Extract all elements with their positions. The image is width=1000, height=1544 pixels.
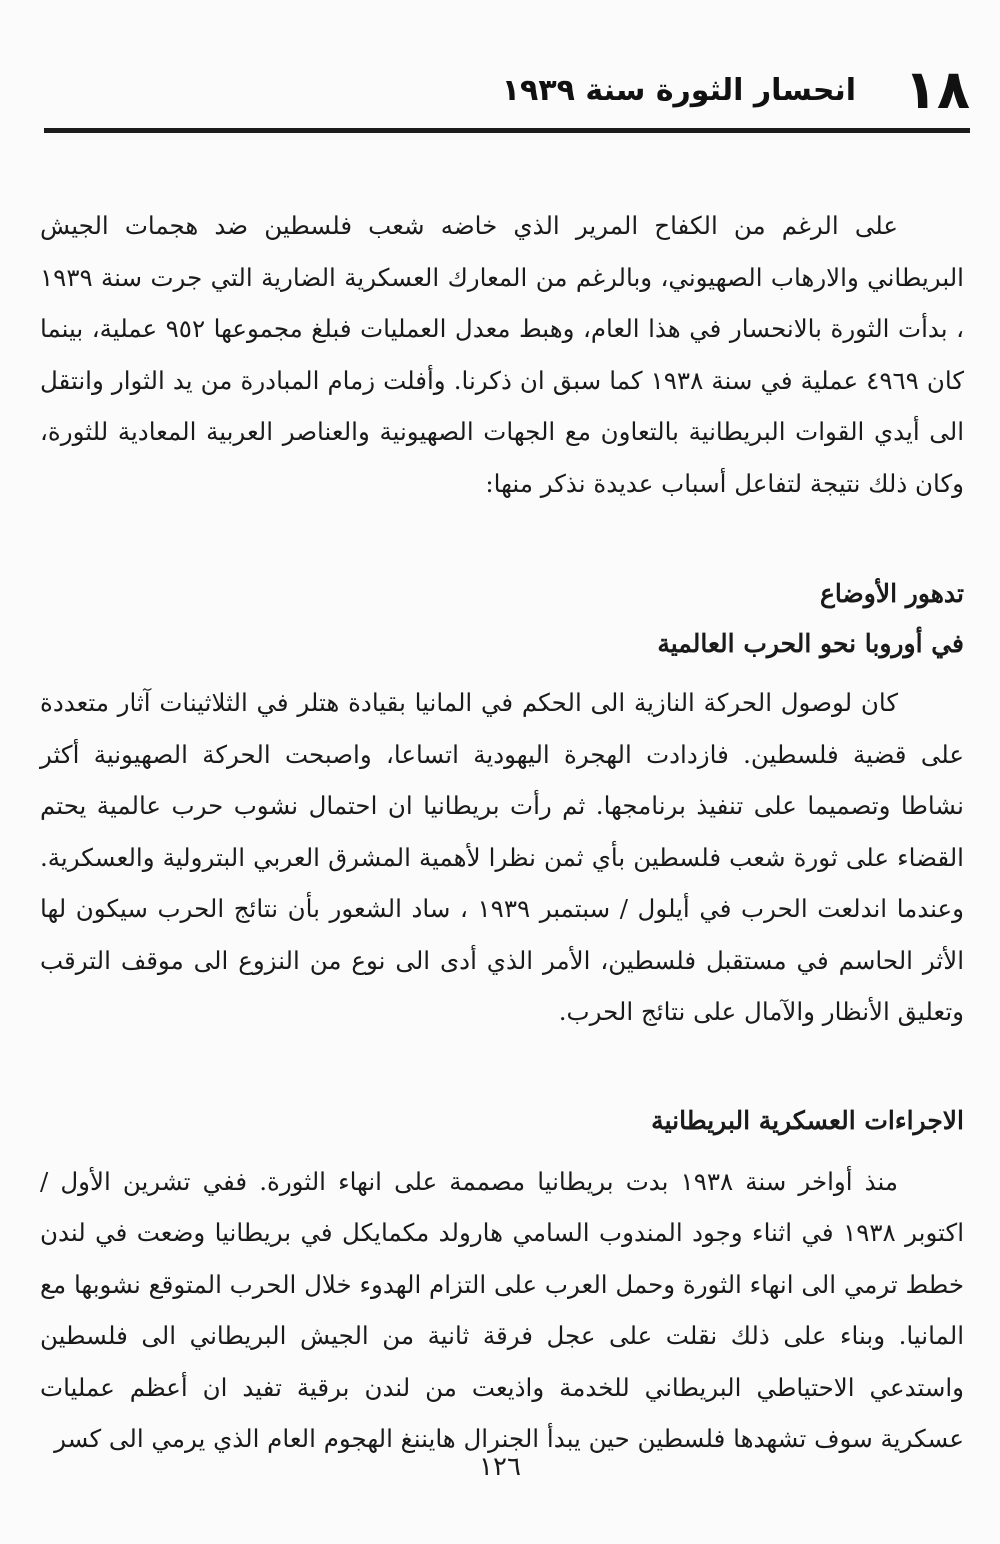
intro-paragraph: على الرغم من الكفاح المرير الذي خاضه شعب فلسطين ضد هجمات الجيش البريطاني والارهاب الصهيوني، وبالرغم من المعارك العسكرية الضارية التي جرت سنة ١٩٣٩ ، بدأت الثورة بالانحسار في هذا العام، وهبط معدل العمليات فبلغ مجموعها ٩٥٢ عملية، بينما كان ٤٩٦٩ عملية في سنة ١٩٣٨ كما سبق ان ذكرنا. وأفلت زمام المبادرة من يد الثوار وانتقل الى أيدي القوات البريطانية بالتعاون مع الجهات الصهيونية والعناصر العربية المعادية للثورة، وكان ذلك نتيجة لتفاعل أسباب عديدة نذكر منها: xyxy=(40,211,964,498)
section1-paragraph: كان لوصول الحركة النازية الى الحكم في المانيا بقيادة هتلر في الثلاثينات آثار متعددة على قضية فلسطين. فازدادت الهجرة اليهودية اتساعا، واصبحت الحركة الصهيونية أكثر نشاطا وتصميما على تنفيذ برنامجها. ثم رأت بريطانيا ان احتمال نشوب حرب عالمية يحتم القضاء على ثورة شعب فلسطين بأي ثمن نظرا لأهمية المشرق العربي البترولية والعسكرية. وعندما اندلعت الحرب في أيلول / سبتمبر ١٩٣٩ ، ساد الشعور بأن نتائج الحرب سيكون لها الأثر الحاسم في مستقبل فلسطين، الأمر الذي أدى الى نوع من النزوع الى موقف الترقب وتعليق الأنظار والآمال على نتائج الحرب. xyxy=(40,688,964,1026)
section1-heading-line2: في أوروبا نحو الحرب العالمية xyxy=(657,629,964,658)
chapter-header xyxy=(36,55,970,125)
section1-heading-line1: تدهور الأوضاع xyxy=(820,579,964,608)
section2-heading: الاجراءات العسكرية البريطانية xyxy=(651,1105,964,1135)
header-rule xyxy=(44,128,970,133)
page-body xyxy=(40,200,964,1465)
chapter-number: ١٨ xyxy=(904,58,970,121)
page-number: ١٢٦ xyxy=(479,1452,521,1482)
section2-paragraph: منذ أواخر سنة ١٩٣٨ بدت بريطانيا مصممة على انهاء الثورة. ففي تشرين الأول / اكتوبر ١٩٣٨ في اثناء وجود المندوب السامي هارولد مكمايكل في بريطانيا وضعت في لندن خطط ترمي الى انهاء الثورة وحمل العرب على التزام الهدوء خلال الحرب المتوقع نشوبها مع المانيا. وبناء على ذلك نقلت على عجل فرقة ثانية من الجيش البريطاني الى فلسطين واستدعي الاحتياطي البريطاني للخدمة واذيعت من لندن برقية تفيد ان أعظم عمليات عسكرية سوف تشهدها فلسطين حين يبدأ الجنرال هايننغ الهجوم العام الذي يرمي الى كسر xyxy=(40,1166,964,1453)
section-spacer xyxy=(40,509,964,569)
chapter-title: انحسار الثورة سنة ١٩٣٩ xyxy=(501,72,857,108)
section-spacer xyxy=(40,1038,964,1096)
